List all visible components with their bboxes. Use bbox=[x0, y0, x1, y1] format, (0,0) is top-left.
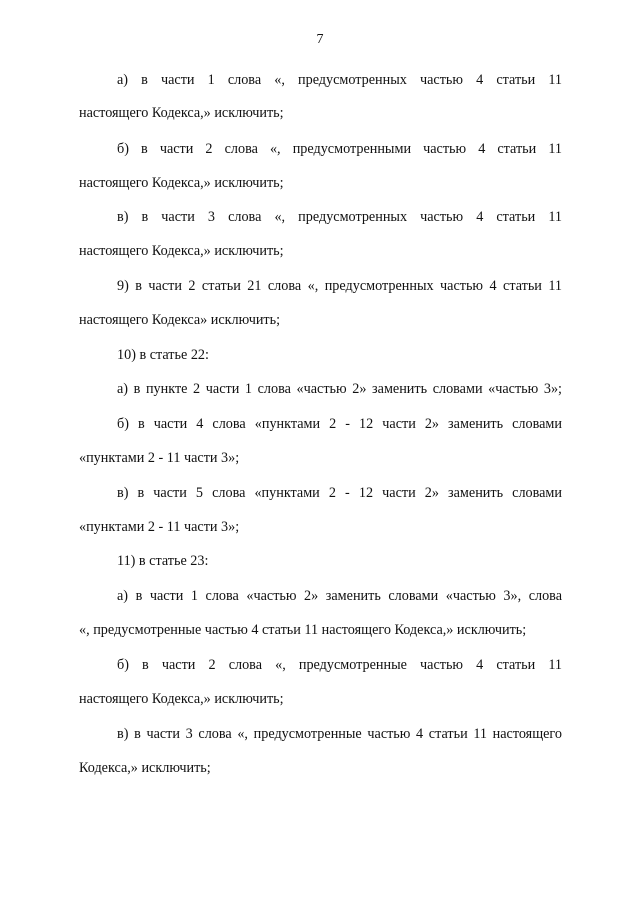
paragraph-line: настоящего Кодекса,» исключить; bbox=[79, 243, 284, 259]
paragraph-line: Кодекса,» исключить; bbox=[79, 760, 211, 776]
paragraph-line: а) в части 1 слова «частью 2» заменить словами «частью 3», слова bbox=[117, 588, 562, 604]
paragraph-line: 9) в части 2 статьи 21 слова «, предусмотренных частью 4 статьи 11 bbox=[117, 278, 562, 294]
paragraph-line: «пунктами 2 - 11 части 3»; bbox=[79, 450, 240, 466]
paragraph-line: 11) в статье 23: bbox=[117, 553, 209, 569]
paragraph-line: настоящего Кодекса» исключить; bbox=[79, 312, 281, 328]
paragraph-line: в) в части 3 слова «, предусмотренные частью 4 статьи 11 настоящего bbox=[117, 726, 562, 742]
paragraph-line: а) в части 1 слова «, предусмотренных частью 4 статьи 11 bbox=[117, 72, 562, 88]
paragraph-line: «пунктами 2 - 11 части 3»; bbox=[79, 519, 240, 535]
paragraph-line: б) в части 2 слова «, предусмотренными частью 4 статьи 11 bbox=[117, 141, 562, 157]
paragraph-line: настоящего Кодекса,» исключить; bbox=[79, 105, 284, 121]
paragraph-line: б) в части 4 слова «пунктами 2 - 12 части 2» заменить словами bbox=[117, 416, 562, 432]
paragraph-line: настоящего Кодекса,» исключить; bbox=[79, 691, 284, 707]
paragraph-line: «, предусмотренные частью 4 статьи 11 настоящего Кодекса,» исключить; bbox=[79, 622, 527, 638]
paragraph-line: настоящего Кодекса,» исключить; bbox=[79, 175, 284, 191]
paragraph-line: в) в части 5 слова «пунктами 2 - 12 части 2» заменить словами bbox=[117, 485, 562, 501]
paragraph-line: в) в части 3 слова «, предусмотренных частью 4 статьи 11 bbox=[117, 209, 562, 225]
paragraph-line: 10) в статье 22: bbox=[117, 347, 209, 363]
paragraph-line: б) в части 2 слова «, предусмотренные частью 4 статьи 11 bbox=[117, 657, 562, 673]
page-number: 7 bbox=[316, 32, 324, 47]
paragraph-line: а) в пункте 2 части 1 слова «частью 2» заменить словами «частью 3»; bbox=[117, 381, 562, 397]
